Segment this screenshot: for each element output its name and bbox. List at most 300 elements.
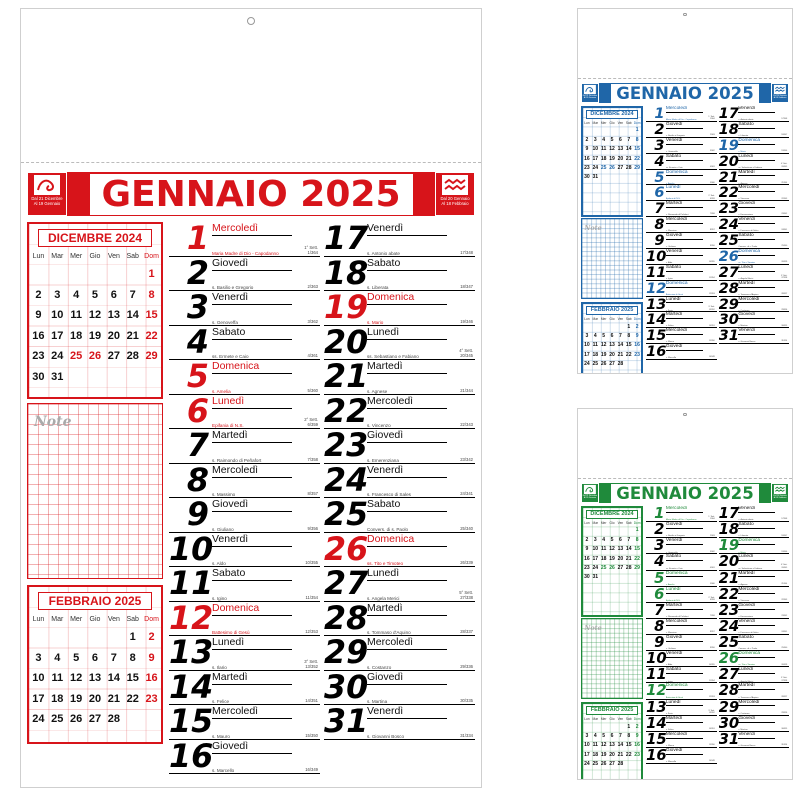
mini-day: 17 (592, 155, 599, 162)
saint-name: s. Antonio abate (738, 119, 754, 122)
day-row (324, 602, 475, 637)
day-text (364, 671, 475, 706)
day-number: 30 (324, 670, 369, 705)
day-row (169, 464, 320, 499)
weekday-header: Gio (609, 717, 615, 722)
weekday-name: Venerdì (666, 249, 703, 256)
mini-day: 30 (32, 370, 45, 383)
mini-day (616, 323, 624, 332)
saint-name: s. Marcello (665, 357, 677, 360)
saint-name: s. Felice (212, 699, 230, 704)
day-row (646, 571, 717, 587)
day-number: 26 (718, 651, 740, 668)
mini-day (625, 760, 633, 769)
saint-name: s. Aldo (212, 561, 226, 566)
saint-name: s. Antonio abate (367, 250, 400, 256)
mini-day: 16 (634, 342, 640, 349)
day-of-year: 3° Sett. 13/352 (304, 658, 318, 669)
mini-day: 19 (600, 351, 607, 358)
mini-day (591, 323, 599, 332)
day-of-year: 9/356 (709, 647, 715, 650)
day-text (364, 395, 475, 430)
saint-name: s. Angela Merici (738, 680, 754, 683)
weekday-name: Mercoledì (212, 464, 292, 478)
day-text (664, 603, 716, 619)
weekday-name: Venerdì (367, 464, 447, 478)
day-row (324, 567, 475, 602)
day-text (209, 533, 320, 568)
weekday-header: Lun (584, 520, 590, 525)
saint-name: s. Giovanni Bosco (738, 745, 756, 748)
saint-name: s. Raimondo di Peñafort (212, 457, 262, 463)
day-of-year: 2° Sett. 6/359 (708, 195, 715, 200)
day-of-year: 4° Sett. 20/345 (780, 163, 788, 168)
saint-name: s. Mauro (665, 341, 675, 344)
mini-day: 14 (107, 672, 120, 684)
day-number: 4 (186, 325, 209, 360)
mini-day: 24 (51, 350, 64, 362)
mini-day (104, 367, 123, 388)
weekday-name: Martedì (666, 201, 703, 208)
mini-day: 28 (107, 713, 120, 725)
mini-day (142, 367, 161, 388)
weekday-header: Ven (617, 317, 624, 322)
saint-name: s. Giuliano (212, 526, 234, 532)
weekday-name: Mercoledì (666, 217, 703, 224)
mini-day: 11 (70, 309, 82, 321)
mini-day: 24 (32, 713, 45, 725)
day-of-year: 4/361 (709, 165, 715, 168)
mini-day: 15 (625, 342, 632, 349)
mini-day: 16 (32, 329, 45, 342)
day-of-year: 3° Sett. 13/352 (708, 709, 715, 714)
mini-day: 15 (126, 672, 139, 684)
mini-day (583, 323, 591, 332)
mini-day: 1 (627, 723, 631, 730)
day-number: 26 (324, 532, 369, 567)
mini-day (104, 627, 123, 648)
weekday-name: Martedì (367, 360, 447, 374)
mini-day: 18 (51, 692, 64, 705)
day-number: 12 (646, 280, 667, 297)
day-number: 27 (718, 667, 740, 684)
capricorn-icon (32, 173, 62, 197)
mini-day: 10 (592, 146, 599, 153)
weekday-name: Mercoledì (738, 700, 775, 707)
saint-name: ss. Ermete e Caio (212, 354, 249, 359)
mini-day: 15 (634, 546, 640, 553)
weekday-header: Dom (633, 520, 641, 525)
day-text (209, 291, 320, 326)
day-text (364, 705, 475, 740)
day-of-year: 21/344 (781, 181, 788, 184)
weekday-name: Domenica (738, 538, 775, 545)
weekday-header: Sab (625, 317, 632, 322)
day-number: 16 (646, 747, 667, 764)
day-row (169, 671, 320, 706)
mini-day: 19 (609, 155, 615, 162)
day-row (719, 522, 790, 538)
mini-day: 25 (51, 713, 64, 725)
saint-name: s. Giovanni Bosco (367, 733, 405, 739)
day-text (664, 571, 716, 587)
days-grid (646, 506, 789, 764)
weekday-name: Lunedì (212, 395, 292, 409)
mini-day: 27 (107, 350, 120, 362)
day-number: 11 (169, 567, 214, 602)
mini-day: 28 (617, 761, 624, 768)
day-of-year: 26/339 (460, 560, 473, 565)
zodiac-logo-left (27, 172, 67, 216)
weekday-name: Giovedì (666, 748, 703, 755)
day-of-year: 2/363 (307, 284, 318, 289)
day-row (646, 538, 717, 554)
day-row (646, 122, 717, 138)
day-row (646, 297, 717, 313)
day-of-year: 26/339 (781, 663, 788, 666)
mini-day (86, 627, 105, 648)
saint-name: s. Igino (212, 595, 227, 601)
mini-day: 15 (625, 742, 632, 749)
mini-day: 21 (126, 329, 139, 342)
mini-day: 30 (584, 174, 590, 181)
mini-day: 8 (129, 651, 136, 664)
weekday-name: Mercoledì (666, 732, 703, 739)
day-of-year: 28/337 (781, 695, 788, 698)
mini-day: 31 (592, 174, 599, 181)
mini-day (67, 367, 86, 388)
saint-name: s. Amelia (665, 182, 675, 185)
weekday-header: Lun (32, 253, 45, 260)
day-of-year: 5° Sett. 27/338 (780, 677, 788, 682)
mini-day: 17 (32, 692, 45, 705)
day-row (719, 233, 790, 249)
day-of-year: 4° Sett. 20/345 (459, 348, 473, 358)
day-of-year: 12/353 (708, 695, 715, 698)
mini-day (583, 770, 591, 779)
saint-name: s. Genoveffa (665, 551, 678, 554)
mini-day: 1 (627, 323, 631, 330)
weekday-name: Martedì (738, 683, 775, 690)
mini-day (123, 367, 142, 388)
calendar-red (20, 8, 482, 788)
day-text (664, 233, 716, 249)
day-text (209, 429, 320, 464)
weekday-name: Giovedì (666, 233, 703, 240)
day-row (646, 603, 717, 619)
day-row (719, 328, 790, 344)
saint-name: s. Amelia (665, 583, 675, 586)
day-of-year: 22/343 (781, 599, 788, 601)
day-row (169, 636, 320, 671)
mini-day: 2 (635, 723, 639, 730)
mini-day (123, 264, 142, 285)
weekday-name: Sabato (666, 265, 703, 272)
day-row (169, 705, 320, 740)
mini-day (625, 126, 633, 135)
day-row (646, 217, 717, 233)
saint-name: Maria Madre di Dio - Capodanno (665, 519, 697, 522)
day-text (209, 567, 320, 602)
saint-name: s. Emerenziana (367, 457, 399, 463)
mini-day (625, 173, 633, 182)
day-of-year: 18/347 (781, 134, 788, 136)
weekday-name: Martedì (212, 671, 292, 685)
weekday-header: Dom (144, 616, 159, 623)
day-text (364, 533, 475, 568)
weekday-name: Giovedì (666, 522, 703, 529)
day-of-year: 16/349 (708, 356, 715, 359)
mini-day (599, 323, 607, 332)
mini-day: 7 (618, 732, 622, 739)
day-number: 18 (718, 121, 739, 138)
day-number: 23 (324, 429, 369, 464)
day-row (324, 326, 475, 361)
mini-day: 8 (627, 732, 631, 739)
day-of-year: 4/361 (307, 353, 318, 358)
weekday-header: Sab (126, 616, 139, 623)
day-of-year: 14/351 (708, 324, 715, 327)
weekday-header: Mar (51, 253, 64, 260)
day-row (646, 700, 717, 716)
day-text (664, 538, 716, 554)
day-row (169, 291, 320, 326)
weekday-name: Domenica (367, 533, 447, 547)
day-of-year: 10/355 (305, 560, 318, 565)
mini-day (29, 730, 48, 751)
weekday-name: Venerdì (738, 328, 775, 335)
day-number: 8 (186, 463, 209, 498)
day-row (719, 635, 790, 651)
saint-name: s. Ilario (665, 712, 673, 715)
mini-day: 1 (129, 631, 136, 643)
day-number: 2 (654, 522, 665, 539)
day-row (169, 498, 320, 533)
day-number: 9 (186, 498, 209, 533)
mini-day: 11 (51, 672, 64, 684)
mini-day: 29 (634, 165, 640, 172)
weekday-name: Lunedì (212, 636, 292, 650)
weekday-name: Lunedì (738, 154, 775, 161)
mini-day (616, 126, 624, 135)
perforation-line (578, 478, 792, 479)
day-number: 13 (646, 699, 667, 716)
saint-name: s. Giuliano (665, 648, 676, 651)
mini-day: 5 (91, 288, 99, 301)
mini-day: 11 (600, 546, 607, 553)
mini-day: 17 (584, 751, 590, 758)
zodiac-logo-left (581, 483, 599, 503)
day-number: 18 (718, 522, 740, 539)
mini-day: 26 (600, 761, 607, 768)
mini-day: 12 (609, 546, 615, 553)
day-of-year: 9/356 (307, 525, 318, 531)
mini-day (123, 709, 142, 730)
mini-day (583, 526, 591, 535)
mini-day: 2 (585, 136, 589, 143)
mini-day (142, 709, 161, 730)
mini-day: 28 (617, 361, 624, 368)
day-row (646, 619, 717, 635)
saint-name: s. Giovanni Bosco (738, 341, 756, 344)
mini-day: 23 (584, 565, 590, 572)
mini-day: 16 (634, 742, 640, 749)
weekday-name: Sabato (666, 554, 703, 561)
weekday-header: Dom (633, 317, 641, 322)
day-number: 29 (718, 296, 739, 313)
day-row (719, 700, 790, 716)
mini-day: 12 (609, 146, 615, 153)
mini-day: 20 (609, 751, 615, 758)
day-text (364, 602, 475, 637)
day-of-year: 12/353 (708, 292, 715, 295)
mini-day (104, 264, 123, 285)
mini-day (29, 264, 48, 285)
day-of-year: 17/348 (460, 249, 473, 255)
weekday-name: Venerdì (738, 506, 775, 513)
day-text (664, 154, 716, 170)
weekday-name: Venerdì (738, 619, 775, 626)
day-row (324, 257, 475, 292)
mini-day: 22 (634, 155, 640, 162)
weekday-name: Sabato (738, 233, 775, 240)
mini-day: 22 (634, 555, 640, 562)
day-row (324, 464, 475, 499)
day-number: 25 (718, 635, 740, 651)
day-row (646, 106, 717, 122)
mini-day: 19 (600, 751, 607, 758)
weekday-name: Venerdì (367, 705, 447, 719)
weekday-name: Sabato (212, 326, 292, 340)
mini-day: 5 (602, 332, 606, 339)
weekday-name: Venerdì (367, 222, 447, 236)
saint-name: Epifania di N.S. (665, 198, 681, 201)
saint-name: Convers. di s. Paolo (738, 648, 758, 651)
mini-day: 14 (126, 309, 139, 321)
mini-calendar-december (27, 222, 163, 399)
saint-name: s. Basilio e Gregorio (665, 134, 685, 137)
notes-label: Note (34, 414, 72, 430)
weekday-name: Martedì (738, 170, 775, 177)
mini-day (48, 264, 67, 285)
mini-day: 6 (610, 732, 614, 739)
mini-day: 28 (625, 165, 632, 172)
weekday-header: Ven (107, 616, 120, 623)
weekday-name: Mercoledì (738, 587, 775, 594)
weekday-name: Giovedì (738, 201, 775, 208)
day-text (209, 740, 320, 775)
mini-day (599, 723, 607, 732)
day-of-year: 16/349 (305, 767, 318, 772)
mini-day (616, 723, 624, 732)
month-title (599, 83, 771, 103)
day-of-year: 10/355 (708, 261, 715, 263)
saint-name: s. Aldo (665, 261, 673, 264)
weekday-name: Sabato (738, 522, 775, 529)
day-of-year: 15/350 (708, 340, 715, 343)
mini-day: 5 (73, 651, 80, 664)
saint-name: s. Amelia (212, 388, 231, 394)
zodiac-logo-right (435, 172, 475, 216)
day-row (646, 667, 717, 683)
mini-day (583, 370, 591, 374)
mini-day: 4 (54, 651, 61, 664)
day-text (364, 257, 475, 292)
weekday-name: Giovedì (212, 498, 292, 512)
day-row (646, 587, 717, 603)
mini-day: 16 (145, 672, 158, 684)
day-number: 16 (646, 344, 667, 360)
saint-name: s. Angela Merici (738, 277, 754, 280)
mini-day (633, 573, 641, 582)
day-number: 21 (718, 169, 739, 186)
capricorn-icon (583, 84, 597, 95)
mini-day: 19 (88, 329, 102, 342)
day-row (324, 395, 475, 430)
saint-name: s. Vincenzo (738, 198, 750, 201)
mini-calendar-title: FEBBRAIO 2025 (38, 592, 152, 610)
capricorn-icon (583, 484, 597, 495)
calendar-header (581, 483, 790, 503)
weekday-name: Lunedì (666, 185, 703, 192)
day-number: 8 (654, 217, 665, 233)
day-number: 28 (324, 601, 369, 636)
day-of-year: 24/341 (460, 491, 473, 496)
day-of-year: 12/353 (305, 629, 318, 634)
mini-day: 3 (54, 288, 61, 301)
saint-name: s. Agnese (738, 583, 748, 586)
saint-name: ss. Tito e Timoteo (738, 261, 755, 264)
day-number: 17 (718, 506, 740, 522)
mini-day: 2 (585, 536, 589, 543)
day-number: 1 (186, 222, 209, 257)
day-number: 25 (718, 233, 739, 249)
day-row (718, 551, 790, 571)
day-number: 5 (186, 360, 209, 395)
weekday-header: Mer (600, 317, 607, 322)
zodiac-dates-right: Dal 20 Gennaio Al 18 Febbraio (773, 95, 787, 100)
day-number: 24 (718, 217, 739, 233)
weekday-name: Mercoledì (666, 619, 703, 626)
mini-day (633, 760, 641, 769)
month-title (67, 172, 435, 216)
day-text (209, 671, 320, 706)
day-row (719, 297, 790, 313)
mini-day: 12 (88, 309, 102, 321)
mini-day: 24 (584, 361, 590, 368)
day-text (364, 464, 475, 499)
day-of-year: 19/346 (781, 550, 788, 553)
day-row (169, 326, 320, 361)
day-row (719, 170, 790, 186)
mini-day: 23 (584, 165, 590, 172)
day-of-year: 16/349 (708, 760, 715, 763)
mini-day (625, 573, 633, 582)
mini-day: 30 (584, 574, 590, 581)
mini-day: 14 (625, 546, 632, 553)
day-of-year: 25/340 (781, 647, 788, 650)
day-row (719, 538, 790, 554)
zodiac-dates-left: Dal 21 Dicembre Al 19 Gennaio (582, 495, 598, 500)
saint-name: s. Genoveffa (212, 319, 238, 325)
day-of-year: 14/351 (305, 698, 318, 703)
saint-name: s. Genoveffa (665, 150, 678, 153)
mini-day (633, 173, 641, 182)
mini-day (599, 173, 607, 182)
day-row (719, 506, 790, 522)
mini-day: 24 (584, 761, 590, 768)
mini-day: 2 (35, 288, 42, 301)
